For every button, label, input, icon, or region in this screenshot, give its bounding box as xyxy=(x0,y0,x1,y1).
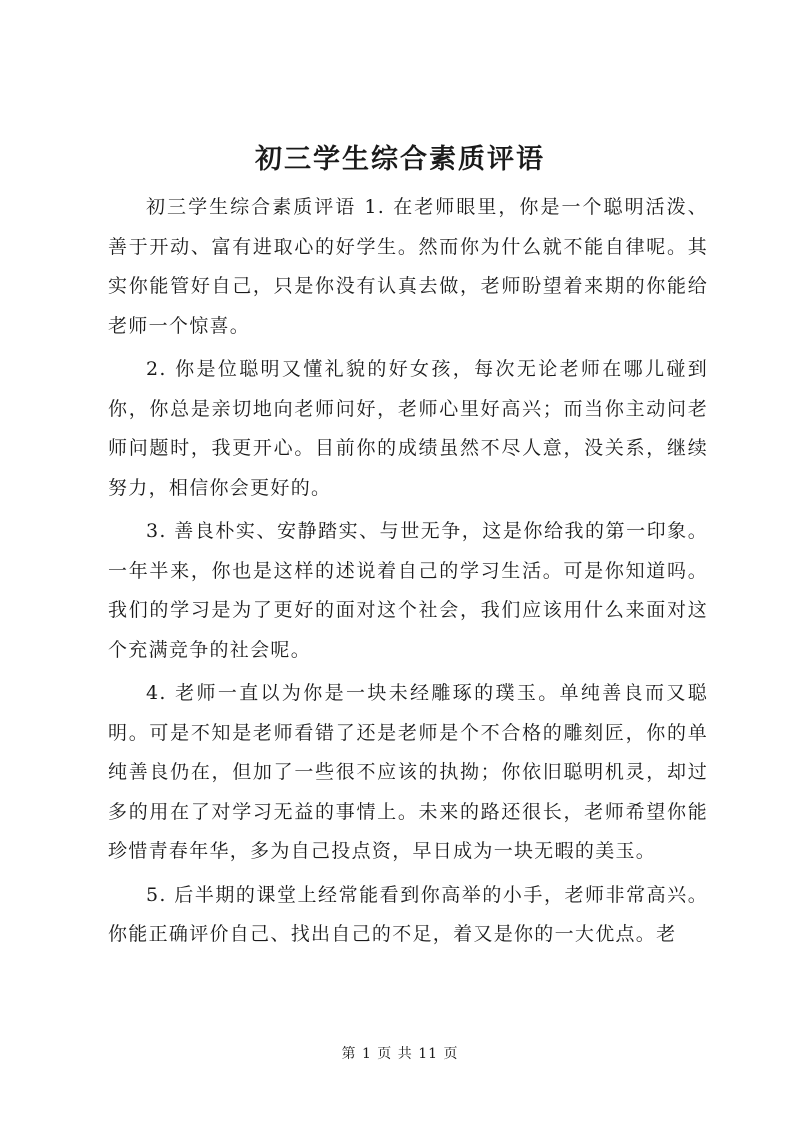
paragraph-4: 4. 老师一直以为你是一块未经雕琢的璞玉。单纯善良而又聪明。可是不知是老师看错了还是老师是个不合格的雕刻匠，你的单纯善良仍在，但加了一些很不应该的执拗；你依旧聪明机灵，却过多的用在了对学习无益的事情上。未来的路还很长，老师希望你能珍惜青春年华，多为自己投点资，早日成为一块无暇的美玉。 xyxy=(108,682,708,862)
paragraph-3: 3. 善良朴实、安静踏实、与世无争，这是你给我的第一印象。一年半来，你也是这样的述说着自己的学习生活。可是你知道吗。我们的学习是为了更好的面对这个社会，我们应该用什么来面对这个充满竞争的社会呢。 xyxy=(108,520,708,661)
document-title: 初三学生综合素质评语 xyxy=(255,144,545,175)
paragraph-5: 5. 后半期的课堂上经常能看到你高举的小手，老师非常高兴。你能正确评价自己、找出自己的不足，着又是你的一大优点。老 xyxy=(108,883,708,945)
page-footer: 第 1 页 共 11 页 xyxy=(341,1046,459,1062)
paragraph-1: 初三学生综合素质评语 1. 在老师眼里，你是一个聪明活泼、善于开动、富有进取心的好学生。然而你为什么就不能自律呢。其实你能管好自己，只是你没有认真去做，老师盼望着来期的你能给老师一个惊喜。 xyxy=(108,196,708,337)
paragraph-2: 2. 你是位聪明又懂礼貌的好女孩，每次无论老师在哪儿碰到你，你总是亲切地向老师问好，老师心里好高兴；而当你主动问老师问题时，我更开心。目前你的成绩虽然不尽人意，没关系，继续努力，相信你会更好的。 xyxy=(108,358,708,499)
document-body xyxy=(108,188,708,959)
